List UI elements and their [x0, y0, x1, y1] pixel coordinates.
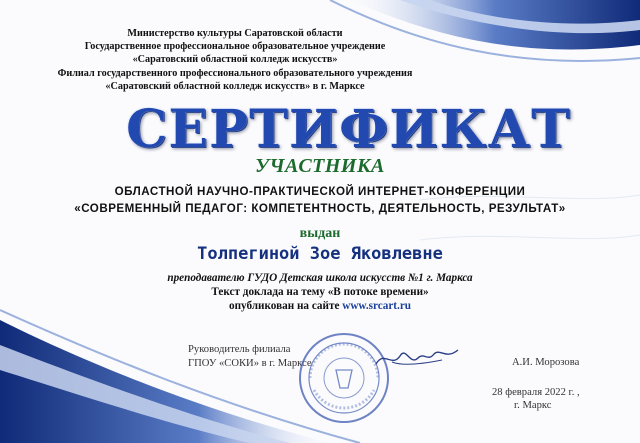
- published-prefix: опубликован на сайте: [228, 300, 340, 312]
- issue-date: 28 февраля 2022 г. ,: [492, 387, 580, 398]
- issued-label: выдан: [299, 226, 341, 241]
- signatory-title-line1: Руководитель филиала: [188, 344, 291, 355]
- issue-city: г. Маркс: [514, 400, 552, 411]
- header-line: «Саратовский областной колледж искусств» в г. Марксе: [105, 80, 365, 92]
- certificate-subtitle: УЧАСТНИКА: [255, 155, 385, 177]
- signatory-name: А.И. Морозова: [512, 357, 580, 368]
- header-line: Филиал государственного профессионального образовательного учреждения: [57, 67, 413, 79]
- recipient-name: Толпегиной Зое Яковлевне: [197, 244, 443, 264]
- conference-name-line2: «СОВРЕМЕННЫЙ ПЕДАГОГ: КОМПЕТЕНТНОСТЬ, ДЕЯТЕЛЬНОСТЬ, РЕЗУЛЬТАТ»: [74, 202, 566, 215]
- website-link[interactable]: www.srcart.ru: [342, 300, 412, 312]
- signatory-title: [188, 343, 312, 371]
- certificate-title: СЕРТИФИКАТ: [126, 99, 571, 160]
- header-line: Министерство культуры Саратовской области: [127, 28, 343, 39]
- conference-name-line1: ОБЛАСТНОЙ НАУЧНО-ПРАКТИЧЕСКОЙ ИНТЕРНЕТ-КОНФЕРЕНЦИИ: [114, 185, 526, 198]
- publication-note: [100, 300, 540, 312]
- report-topic: Текст доклада на тему «В потоке времени»: [211, 286, 429, 298]
- signatory-title-line2: ГПОУ «СОКИ» в г. Марксе: [188, 358, 312, 369]
- issuing-organization: [40, 27, 430, 93]
- handwritten-signature-icon: [372, 340, 462, 376]
- recipient-position: преподавателю ГУДО Детская школа искусств №1 г. Маркса: [167, 272, 473, 284]
- header-line: «Саратовский областной колледж искусств»: [132, 54, 338, 66]
- header-line: Государственное профессиональное образовательное учреждение: [84, 41, 386, 53]
